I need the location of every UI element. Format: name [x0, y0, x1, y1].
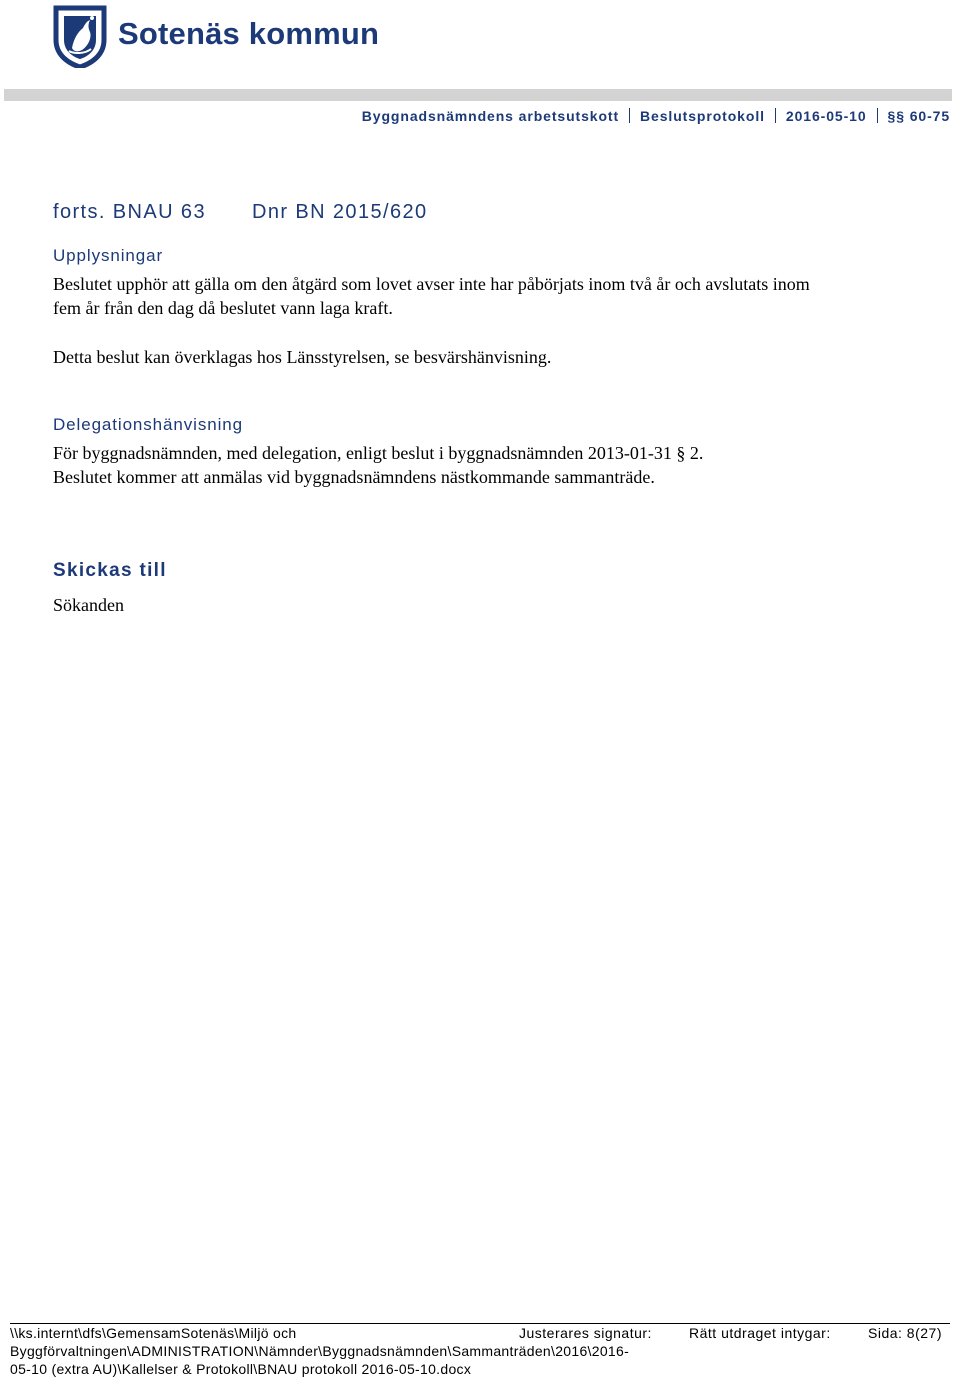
page-number: Sida: 8(27) [868, 1325, 942, 1341]
separator [629, 108, 630, 123]
paragraph-range: §§ 60-75 [887, 108, 950, 124]
meeting-date: 2016-05-10 [785, 108, 867, 124]
reporting-note: Beslutet kommer att anmälas vid byggnadsnämndens nästkommande sammanträde. [53, 467, 655, 487]
appeal-paragraph: Detta beslut kan överklagas hos Länsstyrelsen, se besvärshänvisning. [53, 347, 552, 367]
municipality-logo [52, 4, 380, 68]
separator [877, 108, 878, 123]
header-divider [4, 89, 952, 101]
separator [775, 108, 776, 123]
heraldic-shield-icon [52, 4, 108, 68]
document-header [362, 108, 950, 124]
case-reference [53, 201, 428, 224]
diary-number: Dnr BN 2015/620 [251, 201, 428, 223]
section-heading-upplysningar: Upplysningar [53, 246, 164, 265]
case-number: forts. BNAU 63 [53, 201, 206, 223]
section-heading-recipients: Skickas till [53, 560, 167, 581]
delegation-reference: För byggnadsnämnden, med delegation, enligt beslut i byggnadsnämnden 2013-01-31 § 2. [53, 443, 704, 463]
document-type: Beslutsprotokoll [640, 108, 765, 124]
extract-certification-label: Rätt utdraget intygar: [689, 1325, 831, 1341]
document-file-path: \\ks.internt\dfs\GemensamSotenäs\Miljö och Byggförvaltningen\ADMINISTRATION\Nämnder\Byggnadsnämnden\Sammanträden\2016\2016-05-10 (extra AU)\Kallelser & Protokoll\BNAU protokoll 2016-05-10.docx [10, 1325, 630, 1377]
adjuster-signature-label: Justerares signatur: [519, 1325, 652, 1341]
upplysningar-paragraph: Beslutet upphör att gälla om den åtgärd som lovet avser inte har påbörjats inom två år och avslutats inom fem år från den dag då beslutet vann laga kraft. [53, 274, 810, 318]
recipient: Sökanden [53, 595, 124, 615]
committee-title: Byggnadsnämndens arbetsutskott [361, 108, 620, 124]
municipality-name: Sotenäs kommun [118, 16, 380, 51]
section-heading-delegation: Delegationshänvisning [53, 415, 243, 434]
